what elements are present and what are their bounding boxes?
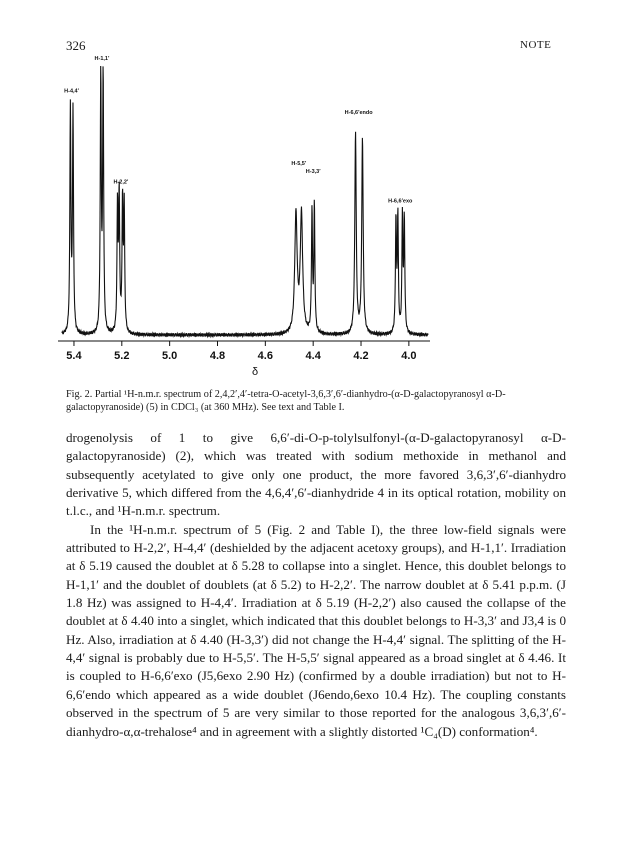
peak-annotation: H-5,5′ [291,160,307,167]
paragraph-2: In the ¹H-n.m.r. spectrum of 5 (Fig. 2 and Table I), the three low-field signals were attributed to H-2,2′, H-4,4′ (deshielded by the adjacent acetoxy groups), and H-1,1′. Irradiation at δ 5.19 caused the doublet at δ 5.28 to collapse into a singlet. Hence, this doublet belongs to H-1,1′ and the doublet of doublets (at δ 5.2) to H-2,2′. The narrow doublet at δ 5.41 p.p.m. (J 1.8 Hz) was assigned to H-4,4′. Irradiation at δ 5.19 (H-2,2′) also caused the collapse of the doublet at δ 4.40 into a singlet, which indicated that this doublet belongs to H-3,3′ and J3,4 is 0 Hz. Also, irradiation at δ 4.40 (H-3,3′) did not change the H-4,4′ signal. The splitting of the H-4,4′ signal is probably due to H-5,5′. The H-5,5′ signal appeared as a broad singlet at δ 4.46. It is coupled to H-6,6′exo (J5,6exo 2.90 Hz) (confirmed by a double irradiation) but not to H-6,6′endo which appeared as a wide doublet (J6endo,6exo 10.4 Hz). The coupling constants observed in the spectrum of 5 are very similar to those reported for the analogous 3,6,3′,6′-dianhydro-α,α-trehalose⁴ and in agreement with a slightly distorted ¹C₄(D) conformation⁴. [66,521,566,739]
x-tick-label: 5.4 [66,350,82,362]
x-tick-label: 4.4 [305,350,321,362]
x-axis-ticks [66,341,416,362]
body-text [66,429,566,741]
peak-annotation: H-4,4′ [64,88,79,95]
peak-annotation: H-1,1′ [94,56,110,62]
running-head: NOTE [520,39,552,51]
spectrum-trace [62,66,428,337]
x-axis-label: δ [251,366,259,378]
page-number: 326 [66,38,86,53]
nmr-spectrum-chart [0,0,624,386]
peak-annotations [64,56,413,205]
x-tick-label: 4.2 [353,350,369,362]
peak-annotation: H-3,3′ [305,168,321,175]
x-tick-label: 5.2 [114,350,130,362]
paragraph-1: drogenolysis of 1 to give 6,6′-di-O-p-tolylsulfonyl-(α-D-galactopyranosyl α-D-galactopyranoside) (2), which was treated with sodium methoxide in methanol and subsequently acetylated to give only one product, the more favored 3,6,3′,6′-dianhydro derivative 5, which differed from the 4,6,4′,6′-dianhydride 4 in its optical rotation, mobility on t.l.c., and ¹H-n.m.r. spectrum. [66,430,566,519]
x-tick-label: 4.8 [209,350,226,362]
x-tick-label: 5.0 [161,350,178,362]
peak-annotation: H-6,6′exo [388,198,413,205]
figure-caption: Fig. 2. Partial ¹H-n.m.r. spectrum of 2,4,2′,4′-tetra-O-acetyl-3,6,3′,6′-dianhydro-(α-D-galactopyranosyl α-D-galactopyranoside) (5) in CDCl₃ (at 360 MHz). See text and Table I. [66,389,506,413]
peak-annotation: H-2,2′ [113,179,129,186]
peak-annotation: H-6,6′endo [344,109,373,116]
x-tick-label: 4.0 [401,350,417,362]
x-tick-label: 4.6 [257,350,273,362]
